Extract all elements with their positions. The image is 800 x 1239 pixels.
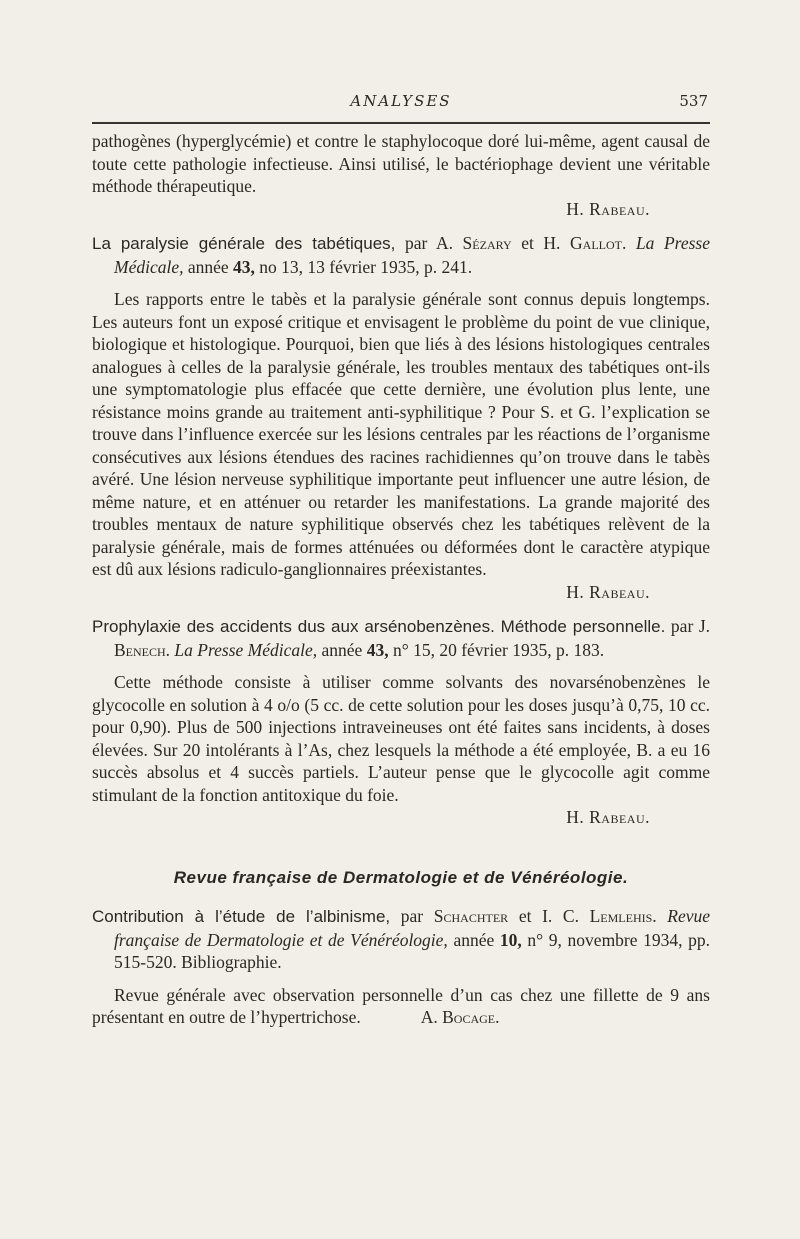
citation-details: no 13, 13 février 1935, p. 241. [259, 256, 473, 277]
page-number: 537 [679, 92, 708, 110]
author-name: Sézary [462, 233, 512, 253]
journal-section-heading: Revue française de Dermatologie et de Vénéréologie. [173, 867, 629, 887]
running-title: ANALYSES [350, 92, 452, 110]
header-rule [92, 122, 710, 124]
entry-title: Contribution à l’étude de l’albinisme, [92, 907, 391, 926]
volume-number: 43, [233, 256, 255, 277]
entry-text: Revue générale avec observation personnelle d’un cas chez une fillette de 9 ans présentant en outre de l’hypertrichose. A. Bocage. [92, 984, 710, 1027]
entry-signature: H. Rabeau. [566, 581, 650, 602]
author-name: Schachter [433, 906, 509, 926]
entry-continuation-text: pathogènes (hyperglycémie) et contre le staphylocoque doré lui-même, agent causal de toute cette pathologie infectieuse. Ainsi utilisé, le bactériophage devient une véritable méthode thérapeutique. [92, 131, 710, 196]
author-name: Lemlehis. [589, 906, 657, 926]
citation-details: n° 9, novembre 1934, pp. 515-520. Bibliographie. [114, 929, 711, 972]
volume-number: 10, [499, 929, 522, 950]
volume-number: 43, [366, 639, 389, 660]
entry-signature: H. Rabeau. [566, 198, 650, 219]
entry-text: Cette méthode consiste à utiliser comme solvants des novarsénobenzènes le glycocolle en solution à 4 o/o (5 cc. de cette solution pour les doses jusqu’à 0,75, 10 cc. pour 0,90). Plus de 500 injections intraveineuses ont été faites sans incidents, à doses élevées. Sur 20 intolérants à l’As, chez lesquels la méthode a été employée, B. a eu 16 succès absolus et 4 succès partiels. L’auteur pense que le glycocolle agit comme stimulant de la fonction antitoxique du foie. [92, 672, 710, 805]
citation-details: n° 15, 20 février 1935, p. 183. [392, 639, 605, 660]
entry-title: La paralysie générale des tabétiques, [92, 234, 396, 253]
journal-name: Revue française de Dermatologie et de Vénéréologie, [114, 906, 711, 950]
page-body [92, 130, 710, 1029]
entry-signature: H. Rabeau. [566, 807, 650, 827]
entry-citation: Contribution à l’étude de l’albinisme, par Schachter et I. C. Lemlehis. Revue française de Dermatologie et de Vénéréologie, année 10, n° 9, novembre 1934, pp. 515-520. Bibliographie. [92, 906, 711, 972]
analysis-entry [92, 615, 710, 829]
entry-citation: La paralysie générale des tabétiques, par A. Sézary et H. Gallot. La Presse Médicale, année 43, no 13, 13 février 1935, p. 241. [92, 233, 711, 277]
entry-text: Les rapports entre le tabès et la paralysie générale sont connus depuis longtemps. Les auteurs font un exposé critique et envisagent le problème du point de vue clinique, biologique et histologique. Pourquoi, bien que liés à des lésions histologiques centrales analogues à celles de la paralysie générale, les troubles mentaux des tabétiques ont-ils une symptomatologie plus effacée que cette dernière, une évolution plus lente, une résistance moins grande au traitement anti-syphilitique ? Pour S. et G. l’explication se trouve dans l’influence exercée sur les lésions centrales par les réactions de l’organisme consécutives aux lésions étendues des racines rachidiennes qu’on trouve dans le tabès avéré. Une lésion nerveuse syphilitique importante peut influencer une autre lésion, de même nature, et en atténuer ou retarder les manifestations. La grande majorité des troubles mentaux de nature syphilitique observés chez les tabétiques relèvent de la paralysie générale, mais de formes atténuées ou déformées dont le caractère atypique est dû aux lésions radiculo-ganglionnaires préexistantes. [92, 289, 710, 579]
entry-citation: Prophylaxie des accidents dus aux arsénobenzènes. Méthode personnelle. par J. Benech. La Presse Médicale, année 43, n° 15, 20 février 1935, p. 183. [92, 616, 711, 660]
analysis-entry [92, 232, 710, 603]
journal-name: La Presse Médicale, [174, 639, 318, 660]
author-name: Gallot. [570, 233, 627, 253]
entry-title: Prophylaxie des accidents dus aux arsénobenzènes. Méthode personnelle. [92, 617, 666, 636]
analysis-entry [92, 905, 710, 1029]
author-name: Benech. [114, 639, 171, 660]
running-header [92, 86, 710, 114]
entry-signature: A. Bocage. [420, 1007, 500, 1027]
journal-name: La Presse Médicale, [114, 233, 711, 277]
